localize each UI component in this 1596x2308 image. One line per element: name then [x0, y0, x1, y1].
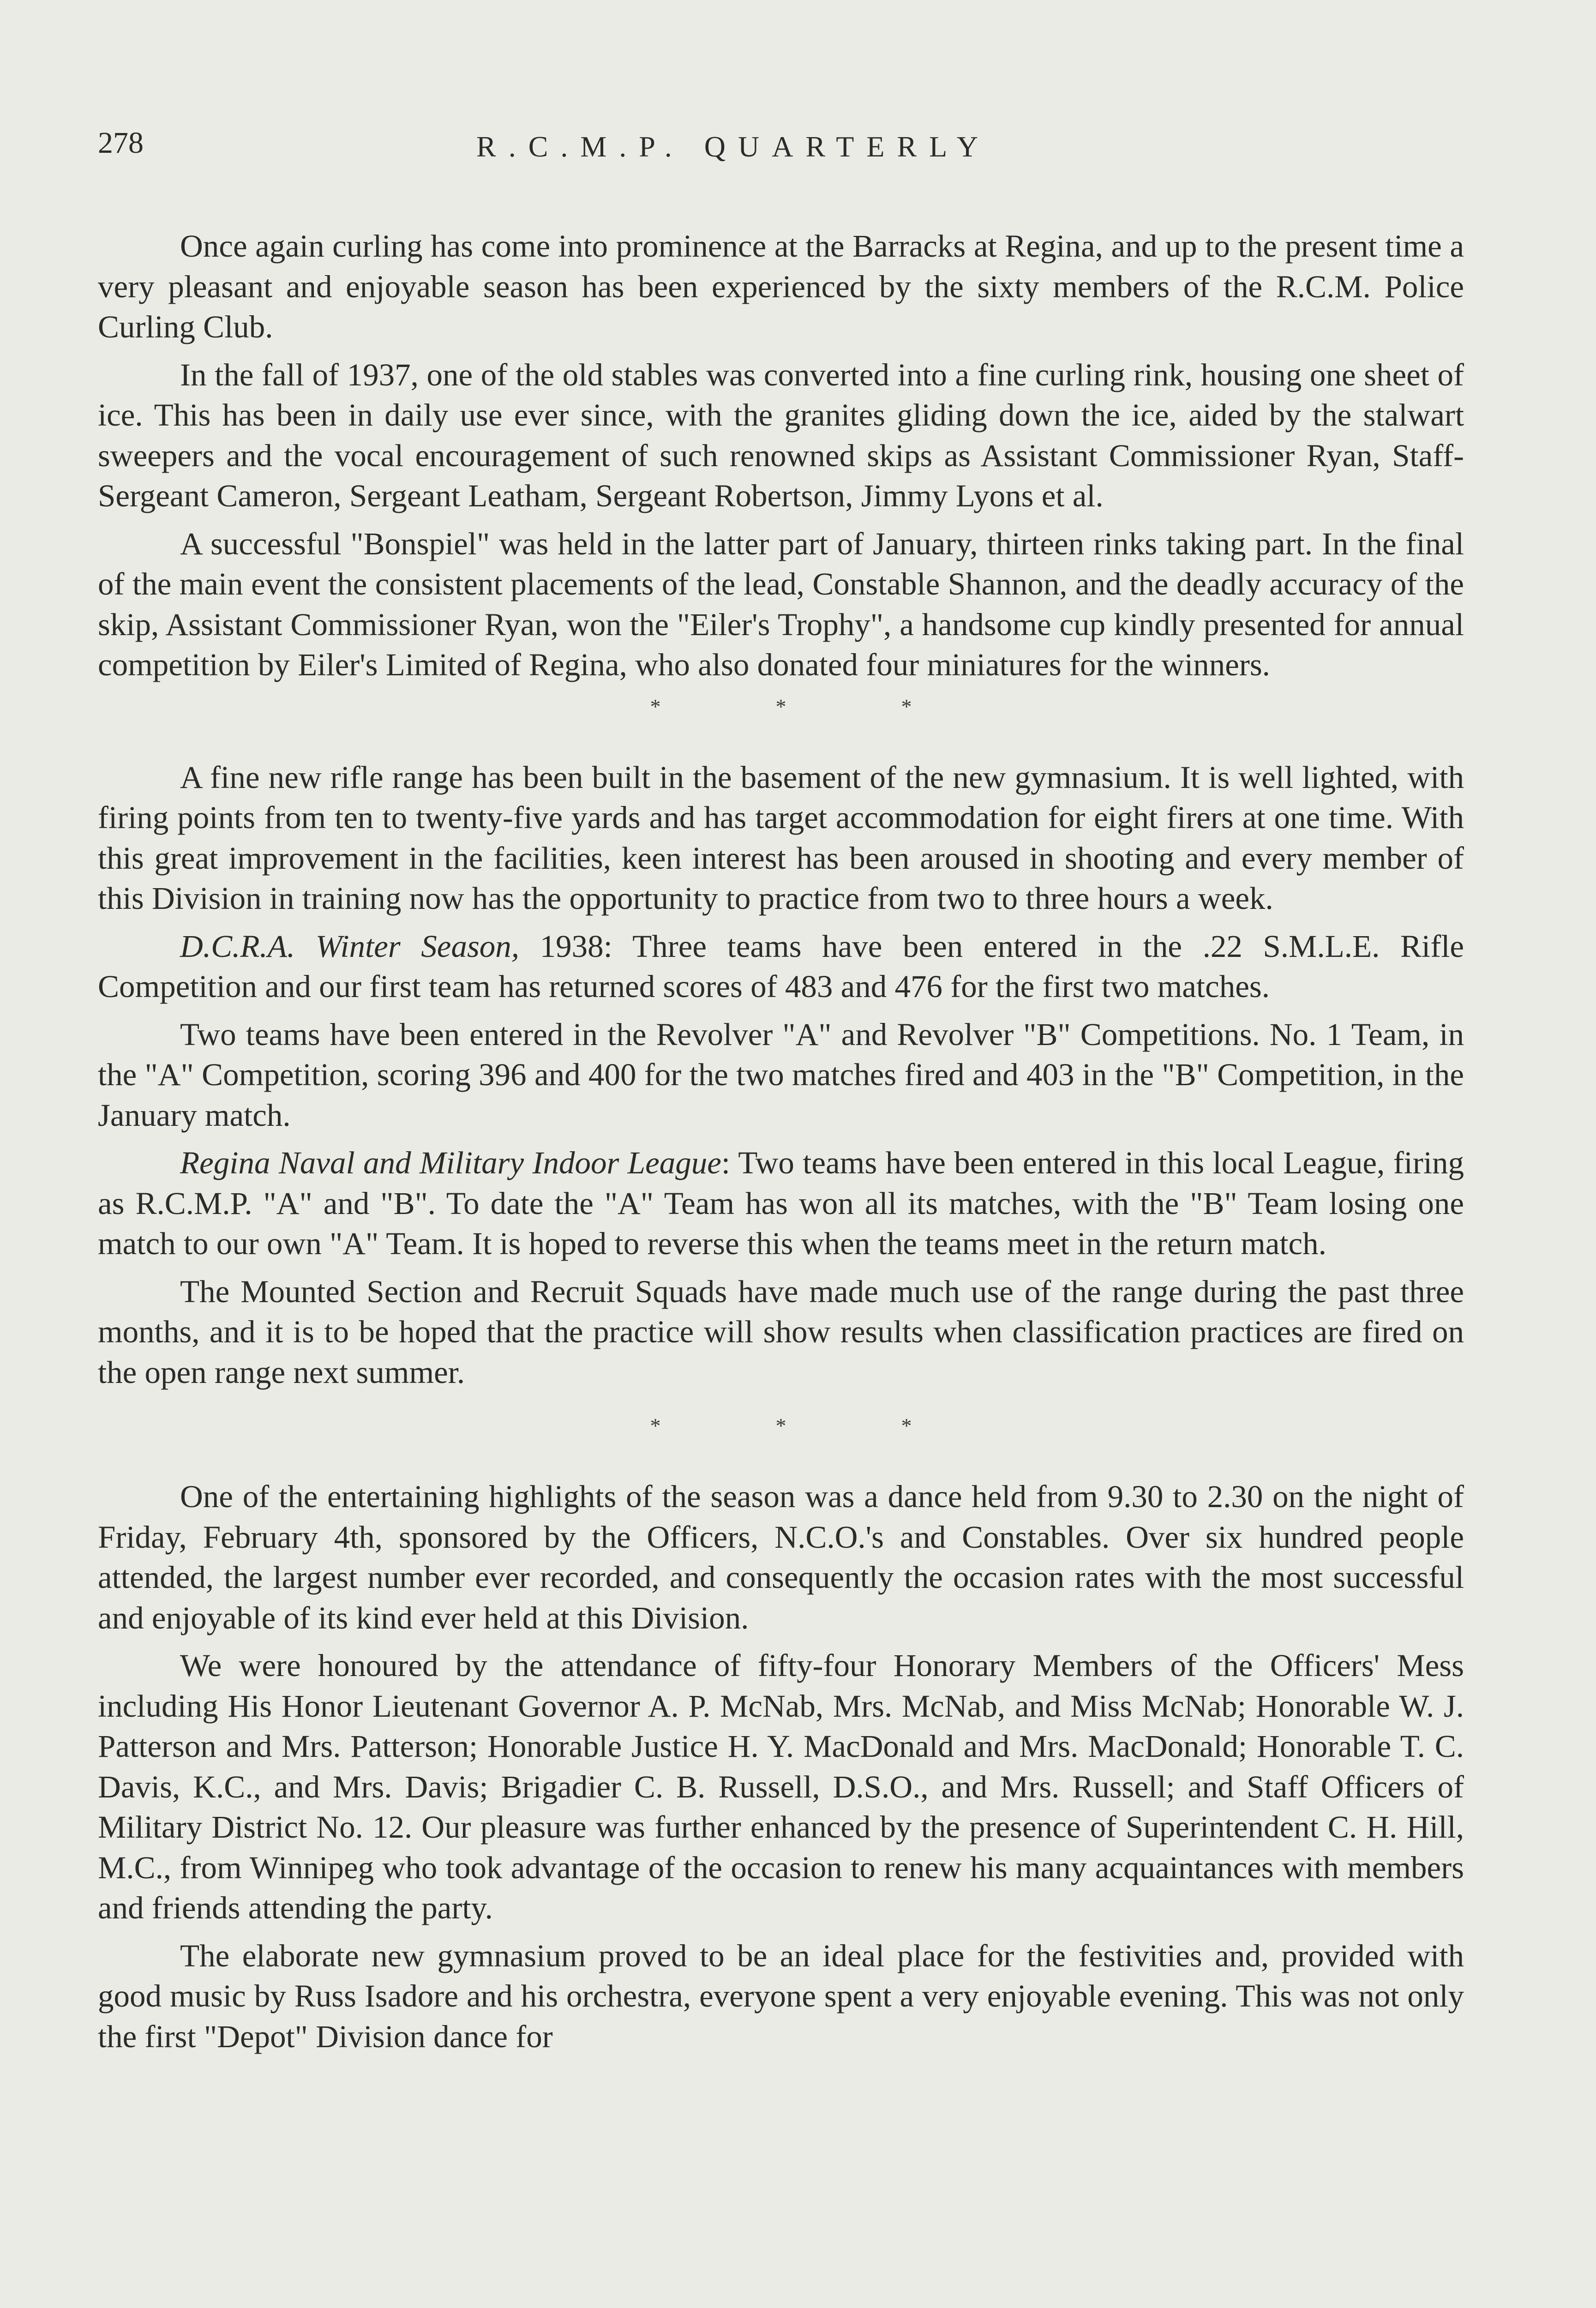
divider-star-icon: *	[650, 1414, 661, 1437]
divider-star-icon: *	[775, 1414, 786, 1437]
paragraph: Once again curling has come into prominence at the Barracks at Regina, and up to the present time a very pleasant and enjoyable season has been experienced by the sixty members of the R.C.M. Police Curling Club.	[98, 228, 1464, 344]
curling-section	[98, 226, 1464, 685]
paragraph: One of the entertaining highlights of the season was a dance held from 9.30 to 2.30 on the night of Friday, February 4th, sponsored by the Officers, N.C.O.'s and Constables. Over six hundred people attended, the largest number ever recorded, and consequently the occasion rates with the most successful and enjoyable of its kind ever held at this Division.	[98, 1479, 1464, 1635]
divider-star-icon: *	[775, 694, 786, 718]
running-title: R.C.M.P. QUARTERLY	[476, 130, 991, 163]
article-body	[98, 226, 1464, 2064]
paragraph: Two teams have been entered in the Revolver "A" and Revolver "B" Competitions. No. 1 Team, in the "A" Competition, scoring 396 and 400 for the two matches fired and 403 in the "B" Competition, in the January match.	[98, 1016, 1464, 1133]
rifle-range-section	[98, 757, 1464, 1393]
document-page	[98, 0, 1464, 2308]
page-number: 278	[98, 126, 144, 160]
paragraph: In the fall of 1937, one of the old stables was converted into a fine curling rink, housing one sheet of ice. This has been in daily use ever since, with the granites gliding down the ice, aided by the stalwart sweepers and the vocal encouragement of such renowned skips as Assistant Commissioner Ryan, Staff-Sergeant Cameron, Sergeant Leatham, Sergeant Robertson, Jimmy Lyons et al.	[98, 357, 1464, 513]
league-paragraph	[98, 1143, 1464, 1264]
paragraph: We were honoured by the attendance of fifty-four Honorary Members of the Officers' Mess including His Honor Lieutenant Governor A. P. McNab, Mrs. McNab, and Miss McNab; Honorable W. J. Patterson and Mrs. Patterson; Honorable Justice H. Y. MacDonald and Mrs. MacDonald; Honorable T. C. Davis, K.C., and Mrs. Davis; Brigadier C. B. Russell, D.S.O., and Mrs. Russell; and Staff Officers of Military District No. 12. Our pleasure was further enhanced by the presence of Superintendent C. H. Hill, M.C., from Winnipeg who took advantage of the occasion to renew his many acquaintances with members and friends attending the party.	[98, 1648, 1464, 1925]
divider-star-icon: *	[901, 1414, 912, 1437]
dcra-label: D.C.R.A. Winter Season,	[180, 928, 520, 964]
paragraph: A successful "Bonspiel" was held in the latter part of January, thirteen rinks taking part. In the final of the main event the consistent placements of the lead, Constable Shannon, and the deadly accuracy of the skip, Assistant Commissioner Ryan, won the "Eiler's Trophy", a handsome cup kindly presented for annual competition by Eiler's Limited of Regina, who also donated four miniatures for the winners.	[98, 526, 1464, 682]
dcra-paragraph	[98, 926, 1464, 1007]
league-label: Regina Naval and Military Indoor League	[180, 1145, 721, 1180]
page-header	[98, 125, 1464, 180]
paragraph: The Mounted Section and Recruit Squads have made much use of the range during the past three months, and it is to be hoped that the practice will show results when classification practices are fired on the open range next summer.	[98, 1274, 1464, 1390]
league-text: : Two teams have been entered in this local League, firing as R.C.M.P. "A" and "B". To date the "A" Team has won all its matches, with the "B" Team losing one match to our own "A" Team. It is hoped to reverse this when the teams meet in the return match.	[98, 1145, 1464, 1261]
paragraph: A fine new rifle range has been built in the basement of the new gymnasium. It is well lighted, with firing points from ten to twenty-five yards and has target accommodation for eight firers at one time. With this great improvement in the facilities, keen interest has been aroused in shooting and every member of this Division in training now has the opportunity to practice from two to three hours a week.	[98, 759, 1464, 916]
divider-star-icon: *	[650, 694, 661, 718]
dcra-text: 1938: Three teams have been entered in the .22 S.M.L.E. Rifle Competition and our first team has returned scores of 483 and 476 for the first two matches.	[98, 928, 1464, 1004]
dance-section	[98, 1477, 1464, 2057]
section-divider	[98, 1412, 1464, 1440]
paragraph: The elaborate new gymnasium proved to be an ideal place for the festivities and, provided with good music by Russ Isadore and his orchestra, everyone spent a very enjoyable evening. This was not only the first "Depot" Division dance for	[98, 1938, 1464, 2054]
section-divider	[98, 693, 1464, 721]
divider-star-icon: *	[901, 694, 912, 718]
